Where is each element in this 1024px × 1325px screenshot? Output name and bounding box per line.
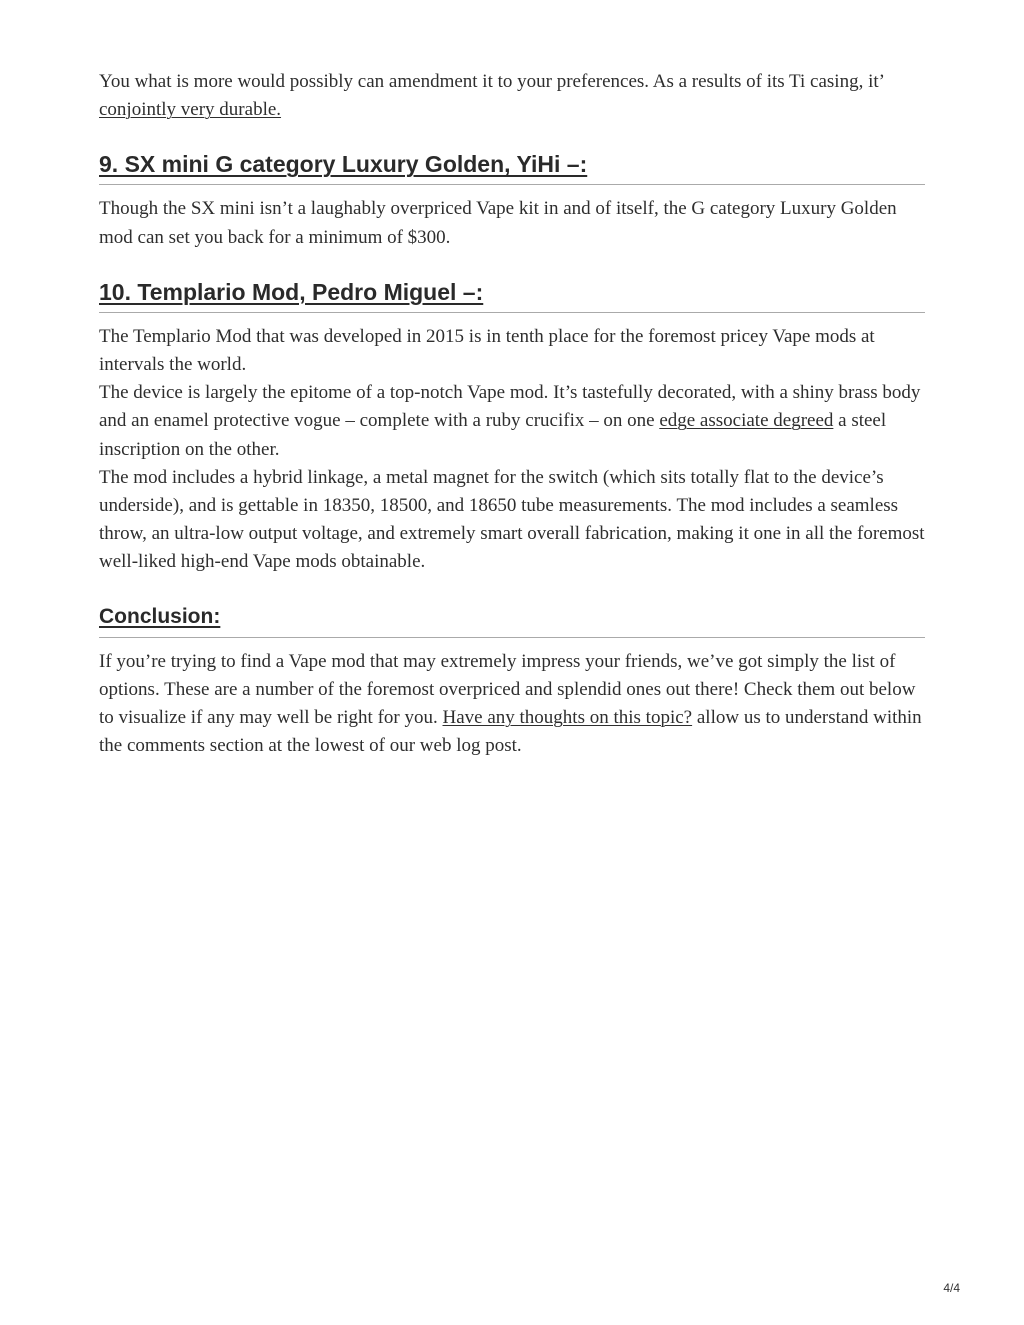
conclusion-text-before: If you’re trying to find a Vape mod that may extremely impress your friends, we’ve got simply the list of options. These are a number of the foremost overpriced and splendid ones out there! Check them out below to visualize if any may well be right for you. [99,650,916,729]
edge-link[interactable]: edge associate degreed [659,410,834,432]
conclusion-heading [99,602,925,638]
intro-link[interactable]: conjointly very durable. [99,99,282,121]
article-body [99,68,925,760]
section-10-p2-text-before: The device is largely the epitome of a top-notch Vape mod. It’s tastefully decorated, with a shiny brass body and an enamel protective vogue – complete with a ruby crucifix – on one [99,382,921,432]
section-10-paragraph-2 [99,379,925,464]
conclusion-paragraph [99,648,925,761]
conclusion-text-after: allow us to understand within the comments section at the lowest of our web log post. [99,707,922,757]
section-9-heading-text: 9. SX mini G category Luxury Golden, YiHi –: [99,151,588,178]
section-10-heading [99,277,925,313]
page-number: 4/4 [943,1281,960,1295]
section-9-paragraph: Though the SX mini isn’t a laughably overpriced Vape kit in and of itself, the G category Luxury Golden mod can set you back for a minimum of $300. [99,198,897,248]
conclusion-heading-text: Conclusion: [99,604,221,628]
section-10-paragraph-3: The mod includes a hybrid linkage, a metal magnet for the switch (which sits totally flat to the device’s underside), and is gettable in 18350, 18500, and 18650 tube measurements. The mod includes a seamless throw, an ultra-low output voltage, and extremely smart overall fabrication, making it one in all the foremost well-liked high-end Vape mods obtainable. [99,466,925,573]
thoughts-link[interactable]: Have any thoughts on this topic? [442,707,693,729]
intro-text: You what is more would possibly can amendment it to your preferences. As a results of its Ti casing, it’ [99,71,884,92]
section-10-p2-text-after: a steel inscription on the other. [99,410,887,460]
section-9-heading [99,149,925,185]
intro-paragraph [99,68,925,124]
section-10-paragraph-1: The Templario Mod that was developed in 2015 is in tenth place for the foremost pricey Vape mods at intervals the world. [99,325,875,376]
section-10-heading-text: 10. Templario Mod, Pedro Miguel –: [99,278,484,305]
